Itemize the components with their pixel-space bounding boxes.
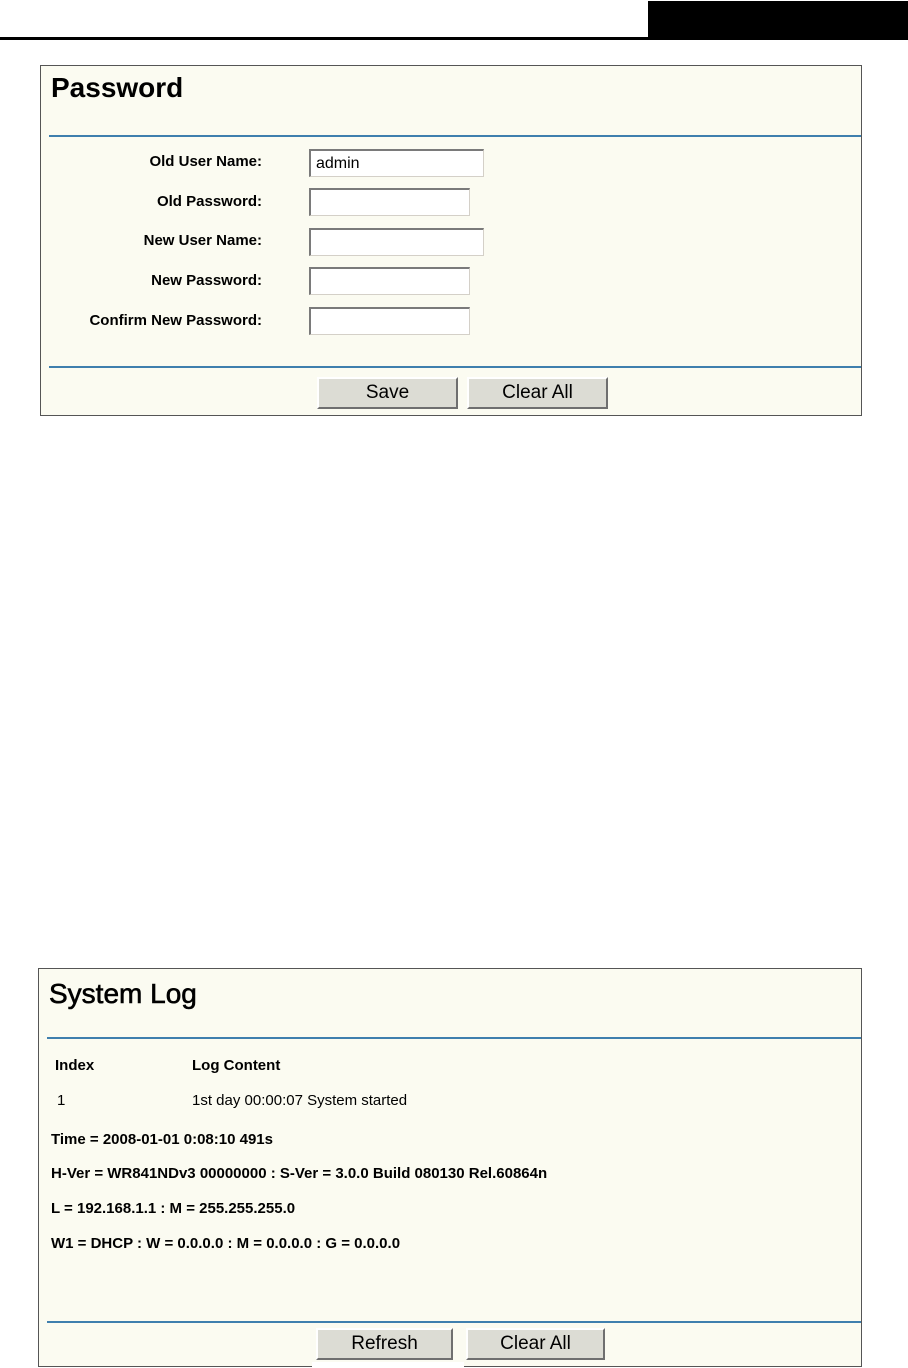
- old-password-input[interactable]: [309, 188, 470, 216]
- clear-all-log-button[interactable]: Clear All: [466, 1328, 605, 1360]
- save-button[interactable]: Save: [317, 377, 458, 409]
- password-title: Password: [51, 72, 184, 103]
- log-time-line: Time = 2008-01-01 0:08:10 491s: [51, 1131, 273, 1148]
- old-password-label: Old Password:: [156, 193, 262, 210]
- column-header-index: Index: [55, 1057, 95, 1074]
- row-index: 1: [57, 1092, 66, 1109]
- old-user-name-label: Old User Name:: [149, 153, 262, 170]
- system-log-panel: [38, 968, 862, 1367]
- log-lan-line: L = 192.168.1.1 : M = 255.255.255.0: [51, 1200, 296, 1217]
- bottom-gap: [312, 1362, 464, 1368]
- password-bottom-rule: [49, 366, 861, 368]
- log-wan-line: W1 = DHCP : W = 0.0.0.0 : M = 0.0.0.0 : G = 0.0.0.0: [51, 1235, 401, 1252]
- password-panel: [40, 65, 862, 416]
- password-top-rule: [49, 135, 861, 137]
- confirm-new-password-input[interactable]: [309, 307, 470, 335]
- header-black-tab: [648, 0, 908, 37]
- old-user-name-input[interactable]: [309, 149, 484, 177]
- new-user-name-label: New User Name:: [143, 232, 262, 249]
- clear-all-button[interactable]: Clear All: [467, 377, 608, 409]
- refresh-button[interactable]: Refresh: [316, 1328, 453, 1360]
- new-password-input[interactable]: [309, 267, 470, 295]
- system-log-bottom-rule: [47, 1321, 861, 1323]
- row-log-content: 1st day 00:00:07 System started: [192, 1092, 408, 1109]
- log-version-line: H-Ver = WR841NDv3 00000000 : S-Ver = 3.0.0 Build 080130 Rel.60864n: [51, 1165, 548, 1182]
- system-log-title: System Log: [49, 978, 197, 1009]
- new-user-name-input[interactable]: [309, 228, 484, 256]
- system-log-top-rule: [47, 1037, 861, 1039]
- new-password-label: New Password:: [151, 272, 262, 289]
- confirm-new-password-label: Confirm New Password:: [89, 312, 262, 329]
- column-header-log-content: Log Content: [192, 1057, 281, 1074]
- header-rule: [0, 37, 908, 40]
